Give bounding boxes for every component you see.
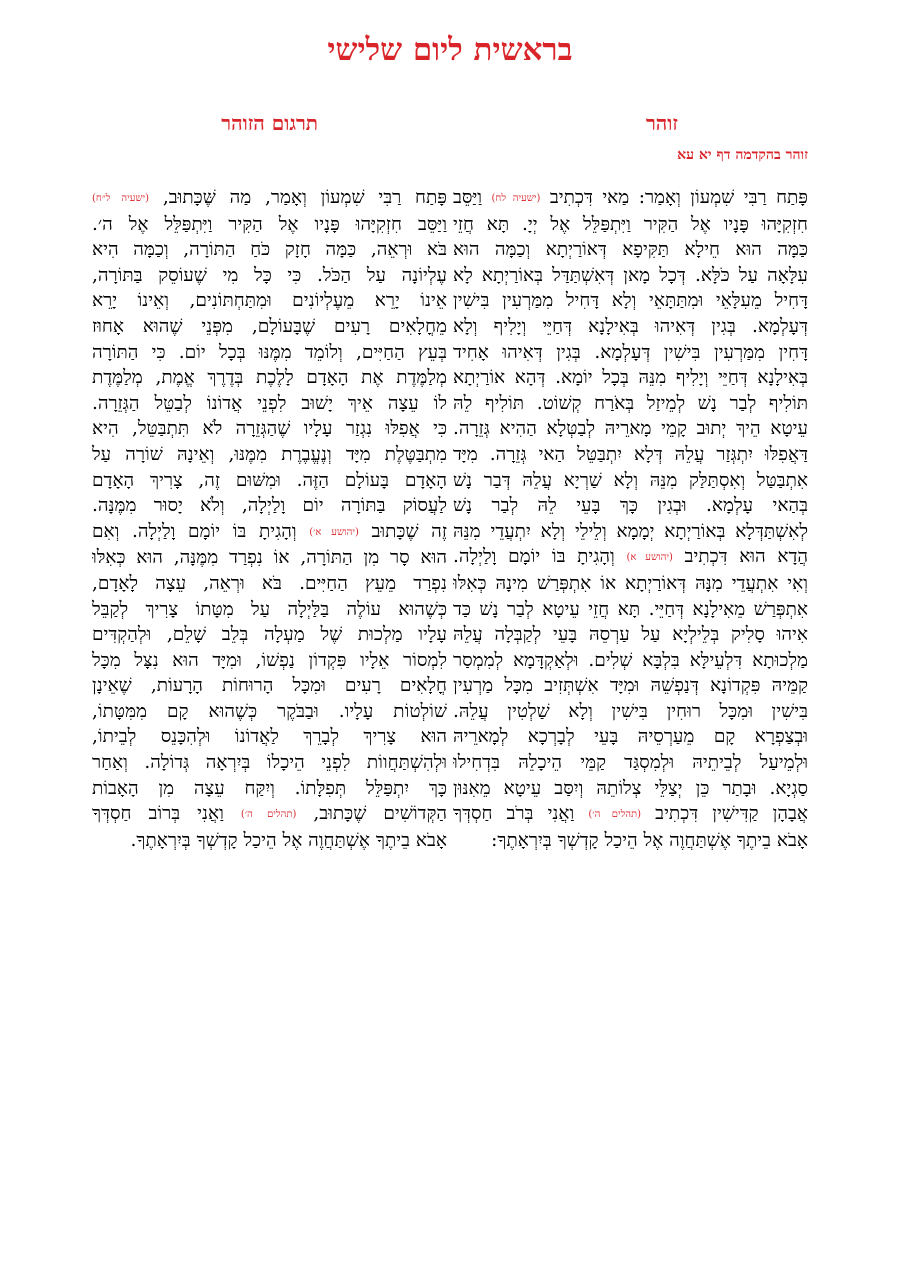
text-line: אָבֹא בֵיתֶךָ אֶשְׁתַּחֲוֶה אֶל הֵיכַל קָדְשְׁךָ בְּיִרְאָתֶךָ. <box>130 829 447 851</box>
text-line: בִּישִׁין וּמִכָּל רוּחִין בִּישִׁין וְלָא שַׁלְטִין עֲלֵהּ. <box>453 700 808 722</box>
text-line: כַּמָּה הוּא חֵילָא תַּקִּיפָא דְּאוֹרַיְתָא וְכַמָּה הוּא <box>453 239 808 261</box>
text-line: כְּשֶׁהוּא עוֹלֶה בַּלַּיְלָה עַל מִטָּתוֹ צָרִיךְ לְקַבֵּל <box>92 598 447 620</box>
text-line: וּלְהִשְׁתַּחֲווֹת לִפְנֵי הֵיכָלוֹ בְּיִרְאָה גְּדוֹלָה. וְאַחַר <box>92 752 447 774</box>
scripture-reference: (ישעיה לח) <box>491 193 541 204</box>
text-line: מֵחֳלָאִים רָעִים שֶׁבָּעוֹלָם, מִפְּנֵי שֶׁהוּא אָחוּז <box>92 315 447 337</box>
text-line: הוּא סָר מִן הַתּוֹרָה, אוֹ נִפְרַד מִמֶּנָּה, הוּא כְּאִלּוּ <box>92 547 447 569</box>
text-line: חֳלָאִים רָעִים וּמִכָּל הָרוּחוֹת הָרָעוֹת, שֶׁאֵינָן <box>92 675 447 697</box>
text-line: לַעֲסוֹק בַּתּוֹרָה יוֹם וָלַיְלָה, וְלֹא יָסוּר מִמֶּנָּה. <box>92 495 447 517</box>
text-line: בְּהַאי עָלְמָא. וּבְגִין כָּךְ בָּעֵי לֵהּ לְבַר נָשׁ <box>453 495 808 517</box>
text-line: הֲדָא הוּא דִּכְתִיב (יהושע א) וְהָגִיתָ בּוֹ יוֹמָם וָלַיְלָה. <box>453 546 808 568</box>
text-line: בְּעֵץ הַחַיִּים, וְלוֹמֵד מִמֶּנּוּ בְּכָל יוֹם. כִּי הַתּוֹרָה <box>92 341 447 363</box>
text-line: כָּךְ יִתְפַּלֵּל תְּפִלָּתוֹ. וְיִקַּח עֵצָה מִן הָאָבוֹת <box>92 777 447 799</box>
text-line: הָאָדָם בָּעוֹלָם הַזֶּה. וּמִשּׁוּם זֶה, צָרִיךְ הָאָדָם <box>92 469 447 491</box>
text-line: אֵינוֹ יָרֵא מֵעֶלְיוֹנִים וּמִתַּחְתּוֹנִים, וְאֵינוֹ יָרֵא <box>92 290 447 312</box>
translation-heading: תרגום הזוהר <box>221 111 318 135</box>
text-line: בֹּא וּרְאֵה, כַּמָּה חָזָק כֹּחַ הַתּוֹרָה, וְכַמָּה הִיא <box>92 239 447 261</box>
text-line: אִתְפְּרַשׁ מֵאִילָנָא דְּחַיֵּי. תָּא חֲזֵי עֵיטָא לְבַר נָשׁ כַּד <box>453 598 808 620</box>
text-line: דָּחִיל מֵעִלָּאֵי וּמִתַּתָּאֵי וְלָא דָּחִיל מִמַּרְעִין בִּישִׁין <box>453 290 808 312</box>
text-line: מַלְכוּתָא דִּלְעֵילָּא בִּלְבָּא שְׁלִים. וּלְאַקְדָּמָא לְמִמְסַר <box>453 649 808 671</box>
text-line: הַקְּדוֹשִׁים שֶׁכָּתוּב, (תהלים ה׳) וַאֲנִי בְּרוֹב חַסְדְּךָ <box>92 803 447 825</box>
text-line: בְּאִילָנָא דְּחַיֵּי וְיָלִיף מִנֵּהּ בְּכָל יוֹמָא. דְּהָא אוֹרַיְתָא <box>453 367 808 389</box>
text-line: הוּא צָרִיךְ לְבָרֵךְ לַאֲדוֹנוֹ וּלְהִכָּנֵס לְבֵיתוֹ, <box>92 726 447 748</box>
text-line: עִלָּאָה עַל כֹּלָּא. דְּכָל מָאן דְּאִשְׁתַּדַּל בְּאוֹרַיְתָא לָא <box>453 264 808 286</box>
text-line: עָלָיו מַלְכוּת שֶׁל מַעְלָה בְּלֵב שָׁלֵם, וּלְהַקְדִּים <box>92 624 447 646</box>
text-line: לְאִשְׁתַּדְּלָא בְּאוֹרַיְתָא יְמָמָא וְלֵילֵי וְלָא יִתְעֲדֵי מִנֵּהּ <box>453 520 808 542</box>
text-line: תּוֹלִיף לְבַר נָשׁ לְמֵיזַל בְּאֹרַח קְשׁוֹט. תּוֹלִיף לֵהּ <box>453 392 808 414</box>
translation-column <box>92 185 447 853</box>
text-line: אֲבָהָן קַדִּישִׁין דִּכְתִיב (תהלים ה׳) וַאֲנִי בְּרֹב חַסְדְּךָ <box>453 803 808 825</box>
scripture-reference: (תהלים ה׳) <box>240 809 297 821</box>
zohar-heading: זוהר <box>645 111 678 135</box>
text-line: אִיהוּ סָלִיק בְּלֵילְיָא עַל עַרְסֵהּ בָּעֵי לְקַבְּלָה עֲלֵהּ <box>453 624 808 646</box>
text-line: דָּחִין מִמַּרְעִין בִּישִׁין דְּעָלְמָא. בְּגִין דְּאִיהוּ אָחִיד <box>453 341 808 363</box>
page-title: בראשית ליום שלישי <box>327 32 573 68</box>
zohar-column <box>453 185 808 853</box>
text-line: דְּעָלְמָא. בְּגִין דְּאִיהוּ בְּאִילָנָא דְּחַיֵּי וְיָלִיף וְלָא <box>453 315 808 337</box>
source-reference: זוהר בהקדמה דף יא עא <box>677 147 808 163</box>
text-line: דַּאֲפִלּוּ יִתְגְּזַר עֲלֵהּ דְּלָא יִתְבַּטֵּל הַאי גְּזֵרָה. מִיָּד <box>453 443 808 465</box>
text-line: קַמֵּיהּ פִּקְדוֹנָא דְּנַפְשֵׁהּ וּמִיָּד אִשְׁתְּזִיב מִכָּל מַרְעִין <box>453 675 808 697</box>
text-line: פָּתַח רַבִּי שִׁמְעוֹן וְאָמַר, מַה שֶּׁכָּתוּב, (ישעיה ל״ח) <box>92 187 447 208</box>
text-line: זֶה שֶׁכָּתוּב (יהושע א׳) וְהָגִיתָ בּוֹ יוֹמָם וָלַיְלָה. וְאִם <box>92 520 447 542</box>
text-line: וּבְצַפְרָא קָם מֵעַרְסֵיהּ בָּעֵי לְבָרְכָא לְמָארֵיהּ <box>453 726 808 748</box>
text-line: וְאִי אִתְעֲדֵי מִנָּהּ דְּאוֹרַיְתָא אוֹ אִתְפְּרַשׁ מִינָהּ כְּאִלּוּ <box>453 572 808 594</box>
text-line: וּלְמֵיעַל לְבֵיתֵיהּ וּלְמִסְגַּד קַמֵּי הֵיכָלֵהּ בִּדְחִילוּ <box>453 752 808 774</box>
scripture-reference: (יהושע א׳) <box>309 526 359 538</box>
text-line: לוֹ עֵצָה אֵיךְ יָשׁוּב לִפְנֵי אֲדוֹנוֹ לְבַטֵּל הַגְּזֵרָה. <box>92 392 447 414</box>
text-line: פָּתַח רַבִּי שִׁמְעוֹן וְאָמַר: מַאי דִּכְתִיב (ישעיה לח) וַיַּסֵּב <box>453 187 808 208</box>
text-line: עֶלְיוֹנָה עַל הַכֹּל. כִּי כָּל מִי שֶׁעוֹסֵק בַּתּוֹרָה, <box>92 264 447 286</box>
scripture-reference: (יהושע א) <box>626 552 673 564</box>
text-line: סַגְיָא. וּבָתַר כֵּן יְצַלֵּי צְלוֹתֵהּ וְיִסַּב עֵיטָא מֵאִנּוּן <box>453 777 808 799</box>
text-line: מְלַמֶּדֶת אֶת הָאָדָם לָלֶכֶת בְּדֶרֶךְ אֱמֶת, מְלַמֶּדֶת <box>92 367 447 389</box>
text-line: אִתְבַּטַּל וְאִסְתַּלַּק מִנֵּהּ וְלָא שַׁרְיָא עֲלֵהּ דְּבַר נָשׁ <box>453 469 808 491</box>
text-line: שׁוֹלְטוֹת עָלָיו. וּבַבֹּקֶר כְּשֶׁהוּא קָם מִמִּטָּתוֹ, <box>92 700 447 722</box>
text-line: נִפְרַד מֵעֵץ הַחַיִּים. בֹּא וּרְאֵה, עֵצָה לָאָדָם, <box>92 572 447 594</box>
text-line: לִמְסוֹר אֵלָיו פִּקְדוֹן נַפְשׁוֹ, וּמִיָּד הוּא נִצָּל מִכָּל <box>92 649 447 671</box>
text-line: אָבֹא בֵיתֶךָ אֶשְׁתַּחֲוֶה אֶל הֵיכַל קָדְשְׁךָ בְּיִרְאָתֶךָ: <box>491 829 808 851</box>
text-line: חִזְקִיָּהוּ פָּנָיו אֶל הַקִּיר וַיִּתְפַּלֵּל אֶל יְיָ. תָּא חֲזֵי <box>453 213 808 235</box>
text-line: עֵיטָא הֵיךְ יְתוּב קָמֵי מָארֵיהּ לְבַטְּלָא הַהִיא גְּזֵרָה. <box>453 418 808 440</box>
text-line: כִּי אֲפִלּוּ נִגְזַר עָלָיו שֶׁהַגְּזֵרָה לֹא תִּתְבַּטֵּל, הִיא <box>92 418 447 440</box>
scripture-reference: (תהלים ה׳) <box>588 809 642 821</box>
text-line: מִתְבַּטֶּלֶת מִיָּד וְנֶעֱבֶרֶת מִמֶּנּוּ, וְאֵינָהּ שׁוֹרָה עַל <box>92 443 447 465</box>
scripture-reference: (ישעיה ל״ח) <box>92 193 150 204</box>
text-line: וַיַּסֵּב חִזְקִיָּהוּ פָּנָיו אֶל הַקִּיר וַיִּתְפַּלֵּל אֶל ה׳. <box>92 213 447 235</box>
